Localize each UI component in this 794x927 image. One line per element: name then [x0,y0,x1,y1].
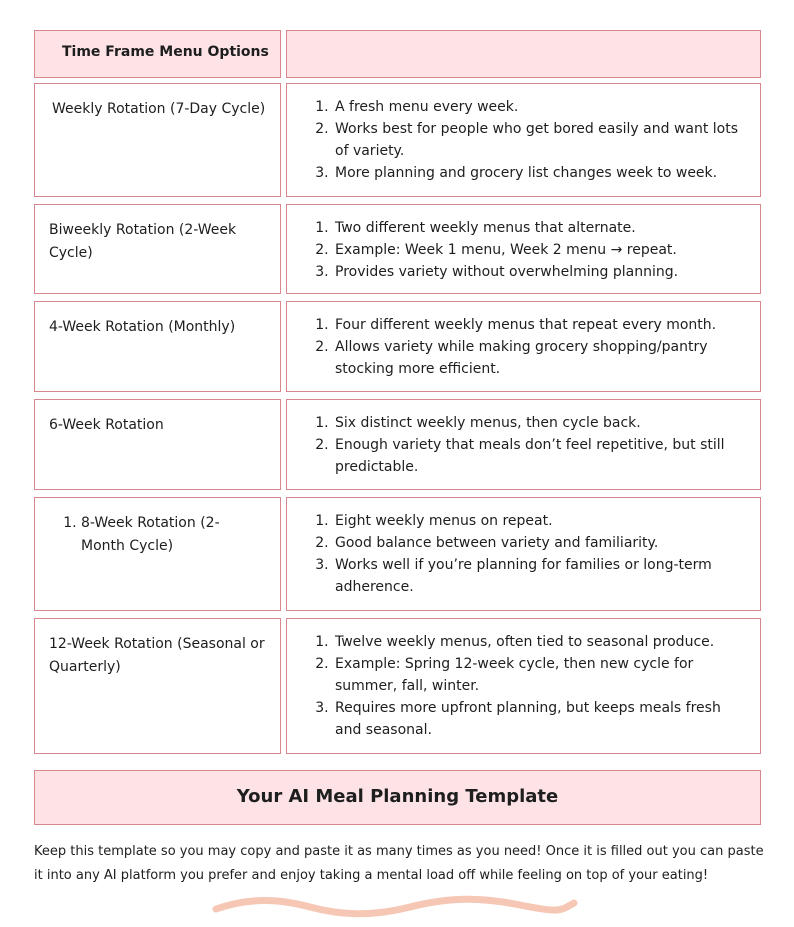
details-list [305,510,748,598]
template-banner [34,770,761,825]
details-list [305,412,748,478]
list-item: 2. Enough variety that meals don’t feel repetitive, but still predictable. [333,434,748,478]
list-item: 2. Example: Week 1 menu, Week 2 menu → repeat. [333,239,748,261]
list-item: 1. A fresh menu every week. [333,96,748,118]
list-item: 1. Eight weekly menus on repeat. [333,510,748,532]
list-item: 2. Allows variety while making grocery shopping/pantry stocking more efficient. [333,336,748,380]
option-label: 12-Week Rotation (Seasonal or Quarterly) [49,636,265,675]
option-cell-weekly [34,83,281,197]
intro-paragraph: Keep this template so you may copy and paste it as many times as you need! Once it is filled out you can paste it into any AI platform you prefer and enjoy taking a mental load off while feeling on top of your eating! [34,844,764,883]
details-list [305,631,748,741]
option-label: Biweekly Rotation (2-Week Cycle) [49,222,237,261]
option-cell-4-week [34,301,281,392]
details-cell-6-week [286,399,761,490]
details-list [305,217,748,283]
list-item: 3. Provides variety without overwhelming planning. [333,261,748,283]
list-item: 2. Works best for people who get bored easily and want lots of variety. [333,118,748,162]
table-header-left [34,30,281,78]
table-header-right [286,30,761,78]
details-cell-weekly [286,83,761,197]
option-label: 6-Week Rotation [49,417,164,433]
option-cell-8-week [34,497,281,611]
details-cell-4-week [286,301,761,392]
list-item: 2. Example: Spring 12-week cycle, then new cycle for summer, fall, winter. [333,653,748,697]
details-cell-12-week [286,618,761,754]
details-cell-biweekly [286,204,761,294]
option-label: 1. 8-Week Rotation (2-Month Cycle) [81,512,243,558]
list-item: 1. Four different weekly menus that repeat every month. [333,314,748,336]
list-item: 1. Six distinct weekly menus, then cycle back. [333,412,748,434]
wave-divider-icon [210,895,580,921]
option-cell-6-week [34,399,281,490]
option-list [53,512,243,558]
option-label-wrap [53,512,243,558]
option-label: 4-Week Rotation (Monthly) [49,319,236,335]
banner-title: Your AI Meal Planning Template [236,786,559,807]
table-header-label: Time Frame Menu Options [62,44,269,60]
list-item: 3. Requires more upfront planning, but keeps meals fresh and seasonal. [333,697,748,741]
list-item: 1. Twelve weekly menus, often tied to seasonal produce. [333,631,748,653]
details-list [305,96,748,184]
list-item: 1. Two different weekly menus that alternate. [333,217,748,239]
details-list [305,314,748,380]
details-cell-8-week [286,497,761,611]
list-item: 3. Works well if you’re planning for families or long-term adherence. [333,554,748,598]
option-cell-biweekly [34,204,281,294]
option-label: Weekly Rotation (7-Day Cycle) [52,101,266,117]
option-cell-12-week [34,618,281,754]
list-item: 2. Good balance between variety and familiarity. [333,532,748,554]
list-item: 3. More planning and grocery list changes week to week. [333,162,748,184]
